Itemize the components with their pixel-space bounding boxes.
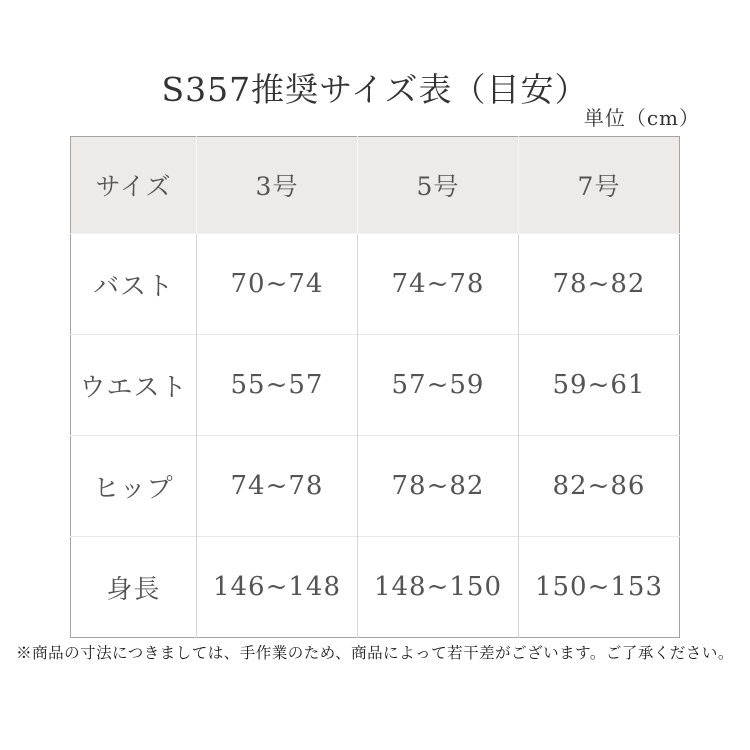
size-value-cell: 70~74 [197, 234, 358, 335]
header-cell-size-label: サイズ [71, 137, 197, 234]
row-label: バスト [71, 234, 197, 335]
size-value-cell: 150~153 [519, 537, 680, 638]
table-row [71, 537, 680, 638]
size-value-cell: 55~57 [197, 335, 358, 436]
size-value-cell: 59~61 [519, 335, 680, 436]
table-header-row [71, 137, 680, 234]
table-row [71, 335, 680, 436]
table-row [71, 234, 680, 335]
size-value-cell: 146~148 [197, 537, 358, 638]
row-label: ウエスト [71, 335, 197, 436]
size-value-cell: 148~150 [358, 537, 519, 638]
size-table [70, 136, 680, 638]
header-cell-size-3号: 3号 [197, 137, 358, 234]
size-value-cell: 78~82 [358, 436, 519, 537]
size-value-cell: 74~78 [358, 234, 519, 335]
table-row [71, 436, 680, 537]
footer-note: ※商品の寸法につきましては、手作業のため、商品によって若干差がございます。ご了承ください。 [16, 644, 734, 662]
size-value-cell: 74~78 [197, 436, 358, 537]
page-title: S357推奨サイズ表（目安） [161, 70, 589, 109]
header-cell-size-7号: 7号 [519, 137, 680, 234]
header-cell-size-5号: 5号 [358, 137, 519, 234]
size-value-cell: 78~82 [519, 234, 680, 335]
size-value-cell: 82~86 [519, 436, 680, 537]
size-value-cell: 57~59 [358, 335, 519, 436]
row-label: ヒップ [71, 436, 197, 537]
row-label: 身長 [71, 537, 197, 638]
unit-label: 単位（cm） [583, 106, 700, 130]
